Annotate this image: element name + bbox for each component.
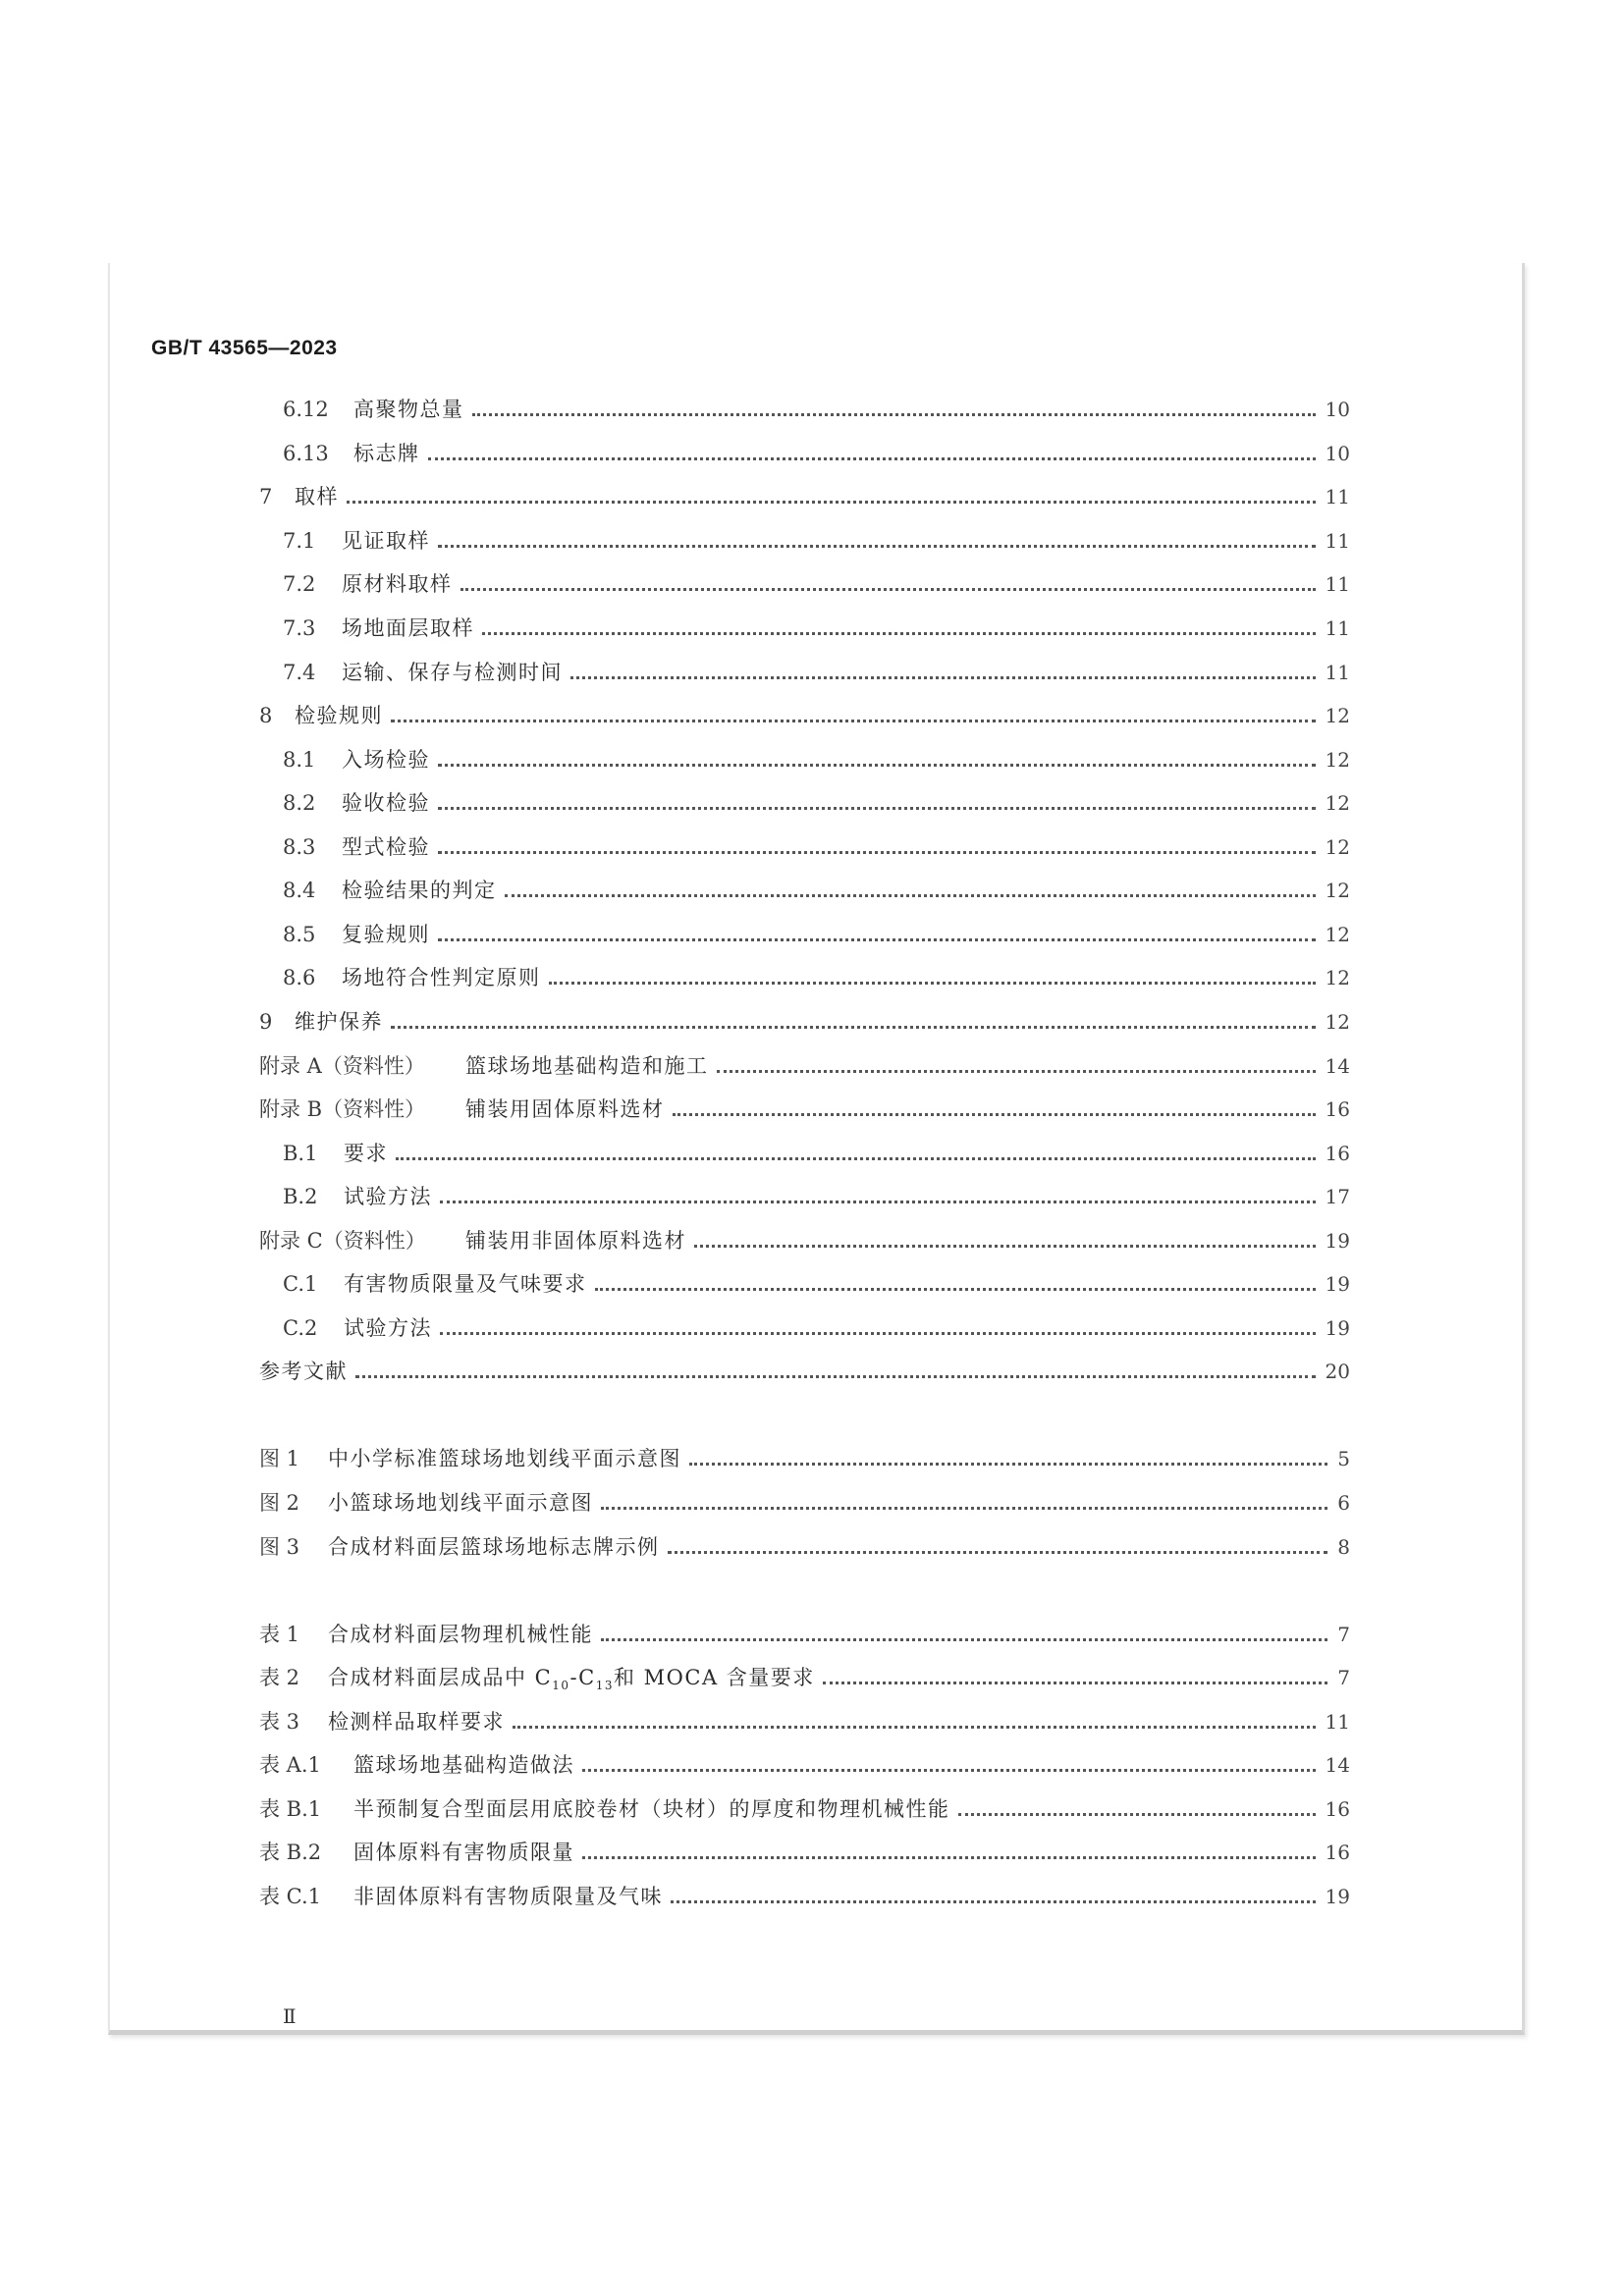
toc-entry-page: 19 bbox=[1325, 1316, 1350, 1340]
toc-entry-page: 5 bbox=[1337, 1447, 1350, 1470]
toc-entry-title: 标志牌 bbox=[353, 442, 420, 465]
dot-leader bbox=[482, 632, 1316, 635]
toc-entry-title: 入场检验 bbox=[342, 748, 430, 772]
toc-figure-entry[interactable] bbox=[259, 1533, 1350, 1561]
toc-table-entry[interactable] bbox=[259, 1621, 1350, 1648]
toc-entry[interactable] bbox=[283, 614, 1350, 642]
toc-entry-page: 12 bbox=[1325, 879, 1350, 902]
toc-entry-title: 篮球场地基础构造做法 bbox=[353, 1753, 574, 1777]
toc-entry[interactable] bbox=[283, 1140, 1350, 1167]
toc-entry[interactable] bbox=[283, 877, 1350, 904]
toc-entry-title: 合成材料面层物理机械性能 bbox=[328, 1623, 593, 1646]
toc-entry-title: 合成材料面层篮球场地标志牌示例 bbox=[328, 1535, 660, 1559]
dot-leader bbox=[440, 1332, 1316, 1335]
toc-entry-page: 6 bbox=[1337, 1491, 1350, 1515]
toc-entry-page: 19 bbox=[1325, 1272, 1350, 1296]
dot-leader bbox=[505, 894, 1316, 897]
dot-leader bbox=[582, 1856, 1316, 1859]
toc-entry-page: 17 bbox=[1325, 1185, 1350, 1208]
toc-entry[interactable] bbox=[283, 1270, 1350, 1298]
dot-leader bbox=[595, 1288, 1316, 1291]
toc-entry-page: 12 bbox=[1325, 1010, 1350, 1034]
toc-entry-page: 11 bbox=[1325, 485, 1350, 508]
dot-leader bbox=[671, 1900, 1316, 1903]
toc-entry-page: 14 bbox=[1325, 1753, 1350, 1777]
toc-entry-number: 表 C.1 bbox=[259, 1885, 322, 1908]
dot-leader bbox=[438, 851, 1316, 854]
toc-entry-page: 7 bbox=[1337, 1623, 1350, 1646]
toc-entry-page: 19 bbox=[1325, 1885, 1350, 1908]
dot-leader bbox=[823, 1682, 1327, 1684]
dot-leader bbox=[601, 1507, 1327, 1510]
toc-entry-title bbox=[328, 1664, 815, 1699]
toc-figure-entry[interactable] bbox=[259, 1489, 1350, 1517]
toc-entry-number: 表 A.1 bbox=[259, 1753, 321, 1777]
toc-entry[interactable] bbox=[283, 396, 1350, 423]
toc-entry-title: 检测样品取样要求 bbox=[328, 1710, 505, 1734]
toc-entry-page: 12 bbox=[1325, 966, 1350, 989]
toc-entry[interactable] bbox=[283, 789, 1350, 817]
dot-leader bbox=[472, 413, 1316, 416]
toc-entry-page: 16 bbox=[1325, 1097, 1350, 1121]
toc-entry[interactable] bbox=[259, 1227, 1350, 1255]
toc-table-entry[interactable] bbox=[259, 1795, 1350, 1823]
toc-entry[interactable] bbox=[283, 1314, 1350, 1342]
dot-leader bbox=[438, 764, 1316, 767]
toc-entry-title: 场地面层取样 bbox=[342, 616, 474, 640]
toc-entry-number: 表 2 bbox=[259, 1666, 300, 1689]
dot-leader bbox=[570, 676, 1316, 679]
toc-table-entry[interactable] bbox=[259, 1883, 1350, 1910]
toc-entry-number: 表 3 bbox=[259, 1710, 300, 1734]
toc-entry-title: 非固体原料有害物质限量及气味 bbox=[353, 1885, 663, 1908]
dot-leader bbox=[347, 501, 1316, 504]
toc-entry-number: 7.4 bbox=[283, 661, 316, 684]
toc-entry-page: 11 bbox=[1325, 1710, 1350, 1734]
toc-entry-number: 表 B.1 bbox=[259, 1797, 322, 1821]
toc-entry-number: 6.13 bbox=[283, 442, 329, 465]
dot-leader bbox=[438, 545, 1316, 548]
toc-title-part: -C bbox=[569, 1666, 596, 1689]
toc-entry-number: C.1 bbox=[283, 1272, 318, 1296]
toc-entry-title: 试验方法 bbox=[344, 1316, 432, 1340]
toc-entry-title: 取样 bbox=[295, 485, 339, 508]
toc-entry-page: 11 bbox=[1325, 661, 1350, 684]
toc-entry-page: 10 bbox=[1325, 398, 1350, 421]
toc-entry-number: 附录 A（资料性） bbox=[259, 1054, 425, 1078]
toc-entry-title: 见证取样 bbox=[342, 529, 430, 553]
toc-entry[interactable] bbox=[283, 1183, 1350, 1210]
toc-entry-number: 图 1 bbox=[259, 1447, 300, 1470]
toc-entry[interactable] bbox=[259, 1358, 1350, 1385]
toc-entry-title: 有害物质限量及气味要求 bbox=[344, 1272, 587, 1296]
toc-entry-title: 小篮球场地划线平面示意图 bbox=[328, 1491, 593, 1515]
dot-leader bbox=[601, 1638, 1327, 1641]
toc-entry-number: 8.2 bbox=[283, 791, 316, 815]
dot-leader bbox=[428, 457, 1316, 460]
toc-entry-page: 12 bbox=[1325, 791, 1350, 815]
toc-entry-number: 图 3 bbox=[259, 1535, 300, 1559]
toc-entry-title: 原材料取样 bbox=[342, 572, 453, 596]
toc-entry-title: 验收检验 bbox=[342, 791, 430, 815]
toc-entry-number: 7.2 bbox=[283, 572, 316, 596]
toc-entry-page: 16 bbox=[1325, 1142, 1350, 1165]
toc-entry-title: 参考文献 bbox=[259, 1360, 348, 1383]
toc-entry-title: 复验规则 bbox=[342, 923, 430, 946]
toc-entry-number: 7.3 bbox=[283, 616, 316, 640]
toc-entry-title: 篮球场地基础构造和施工 bbox=[465, 1054, 709, 1078]
toc-entry[interactable] bbox=[283, 527, 1350, 555]
toc-table-entry[interactable] bbox=[259, 1839, 1350, 1866]
dot-leader bbox=[440, 1201, 1316, 1203]
toc-entry[interactable] bbox=[259, 1095, 1350, 1123]
toc-entry-title: 铺装用固体原料选材 bbox=[465, 1097, 665, 1121]
dot-leader bbox=[460, 588, 1316, 591]
toc-entry-number: B.1 bbox=[283, 1142, 318, 1165]
toc-entry-title: 中小学标准篮球场地划线平面示意图 bbox=[328, 1447, 681, 1470]
dot-leader bbox=[668, 1551, 1328, 1554]
toc-entry-number: 表 B.2 bbox=[259, 1841, 322, 1864]
toc-entry-page: 14 bbox=[1325, 1054, 1350, 1078]
toc-entry-number: 8.4 bbox=[283, 879, 316, 902]
toc-table-entry[interactable] bbox=[259, 1664, 1350, 1699]
toc-entry-title: 维护保养 bbox=[295, 1010, 383, 1034]
toc-entry[interactable] bbox=[283, 746, 1350, 774]
toc-entry-number: 8.3 bbox=[283, 835, 316, 859]
toc-entry-title: 运输、保存与检测时间 bbox=[342, 661, 563, 684]
toc-entry-page: 19 bbox=[1325, 1229, 1350, 1253]
subscript: 10 bbox=[552, 1679, 570, 1693]
dot-leader bbox=[391, 720, 1316, 722]
toc-entry-title: 固体原料有害物质限量 bbox=[353, 1841, 574, 1864]
toc-entry-page: 12 bbox=[1325, 748, 1350, 772]
toc-entry-number: 9 bbox=[259, 1010, 273, 1034]
toc-entry-number: B.2 bbox=[283, 1185, 318, 1208]
page-number: Ⅱ bbox=[283, 2004, 297, 2028]
toc-title-part: 和 MOCA 含量要求 bbox=[613, 1666, 815, 1689]
toc-entry-title: 高聚物总量 bbox=[353, 398, 464, 421]
toc-entry-page: 11 bbox=[1325, 616, 1350, 640]
toc-entry-page: 11 bbox=[1325, 572, 1350, 596]
toc-entry-page: 7 bbox=[1337, 1666, 1350, 1689]
dot-leader bbox=[513, 1726, 1316, 1729]
toc-entry-page: 12 bbox=[1325, 835, 1350, 859]
dot-leader bbox=[549, 982, 1316, 985]
toc-entry-number: 附录 C（资料性） bbox=[259, 1229, 426, 1253]
toc-entry-title: 场地符合性判定原则 bbox=[342, 966, 541, 989]
toc-entry[interactable] bbox=[259, 483, 1350, 510]
dot-leader bbox=[689, 1463, 1327, 1466]
toc-entry-page: 16 bbox=[1325, 1841, 1350, 1864]
dot-leader bbox=[673, 1113, 1316, 1116]
toc-entry[interactable] bbox=[259, 1052, 1350, 1080]
toc-entry[interactable] bbox=[283, 964, 1350, 991]
toc-table-entry[interactable] bbox=[259, 1751, 1350, 1779]
toc-entry[interactable] bbox=[283, 659, 1350, 686]
toc-entry-page: 20 bbox=[1325, 1360, 1350, 1383]
toc-entry-page: 10 bbox=[1325, 442, 1350, 465]
toc-entry[interactable] bbox=[283, 833, 1350, 861]
dot-leader bbox=[391, 1026, 1316, 1029]
toc-entry-page: 11 bbox=[1325, 529, 1350, 553]
toc-entry-number: 图 2 bbox=[259, 1491, 300, 1515]
toc-entry-title: 检验结果的判定 bbox=[342, 879, 497, 902]
toc-entry-page: 8 bbox=[1337, 1535, 1350, 1559]
toc-entry-title: 要求 bbox=[344, 1142, 388, 1165]
toc-entry[interactable] bbox=[283, 921, 1350, 948]
dot-leader bbox=[396, 1157, 1316, 1160]
standard-code: GB/T 43565—2023 bbox=[151, 337, 338, 359]
toc-entry-number: 8.5 bbox=[283, 923, 316, 946]
toc-entry-number: 8 bbox=[259, 704, 273, 727]
dot-leader bbox=[717, 1070, 1316, 1073]
toc-figure-entry[interactable] bbox=[259, 1445, 1350, 1472]
dot-leader bbox=[958, 1813, 1316, 1816]
dot-leader bbox=[438, 807, 1316, 810]
dot-leader bbox=[438, 938, 1316, 941]
dot-leader bbox=[582, 1769, 1316, 1772]
toc-entry-number: 6.12 bbox=[283, 398, 329, 421]
toc-entry-title: 型式检验 bbox=[342, 835, 430, 859]
toc-title-part: 合成材料面层成品中 C bbox=[328, 1666, 553, 1689]
toc-entry-page: 12 bbox=[1325, 704, 1350, 727]
toc-entry[interactable] bbox=[259, 702, 1350, 729]
toc-entry-page: 12 bbox=[1325, 923, 1350, 946]
toc-entry-number: 7.1 bbox=[283, 529, 316, 553]
toc-entry-number: 附录 B（资料性） bbox=[259, 1097, 426, 1121]
toc-entry[interactable] bbox=[283, 570, 1350, 598]
toc-entry-number: C.2 bbox=[283, 1316, 318, 1340]
toc-entry-title: 铺装用非固体原料选材 bbox=[465, 1229, 686, 1253]
toc-entry[interactable] bbox=[259, 1008, 1350, 1036]
toc-entry-title: 检验规则 bbox=[295, 704, 383, 727]
dot-leader bbox=[355, 1375, 1316, 1378]
toc-entry-number: 表 1 bbox=[259, 1623, 300, 1646]
toc-entry-number: 8.1 bbox=[283, 748, 316, 772]
toc-table-entry[interactable] bbox=[259, 1708, 1350, 1735]
toc-entry-number: 7 bbox=[259, 485, 273, 508]
toc-entry-title: 半预制复合型面层用底胶卷材（块材）的厚度和物理机械性能 bbox=[353, 1797, 950, 1821]
toc-entry-page: 16 bbox=[1325, 1797, 1350, 1821]
toc-entry[interactable] bbox=[283, 440, 1350, 467]
toc-entry-number: 8.6 bbox=[283, 966, 316, 989]
toc-entry-title: 试验方法 bbox=[344, 1185, 432, 1208]
dot-leader bbox=[694, 1245, 1316, 1248]
subscript: 13 bbox=[595, 1679, 614, 1693]
